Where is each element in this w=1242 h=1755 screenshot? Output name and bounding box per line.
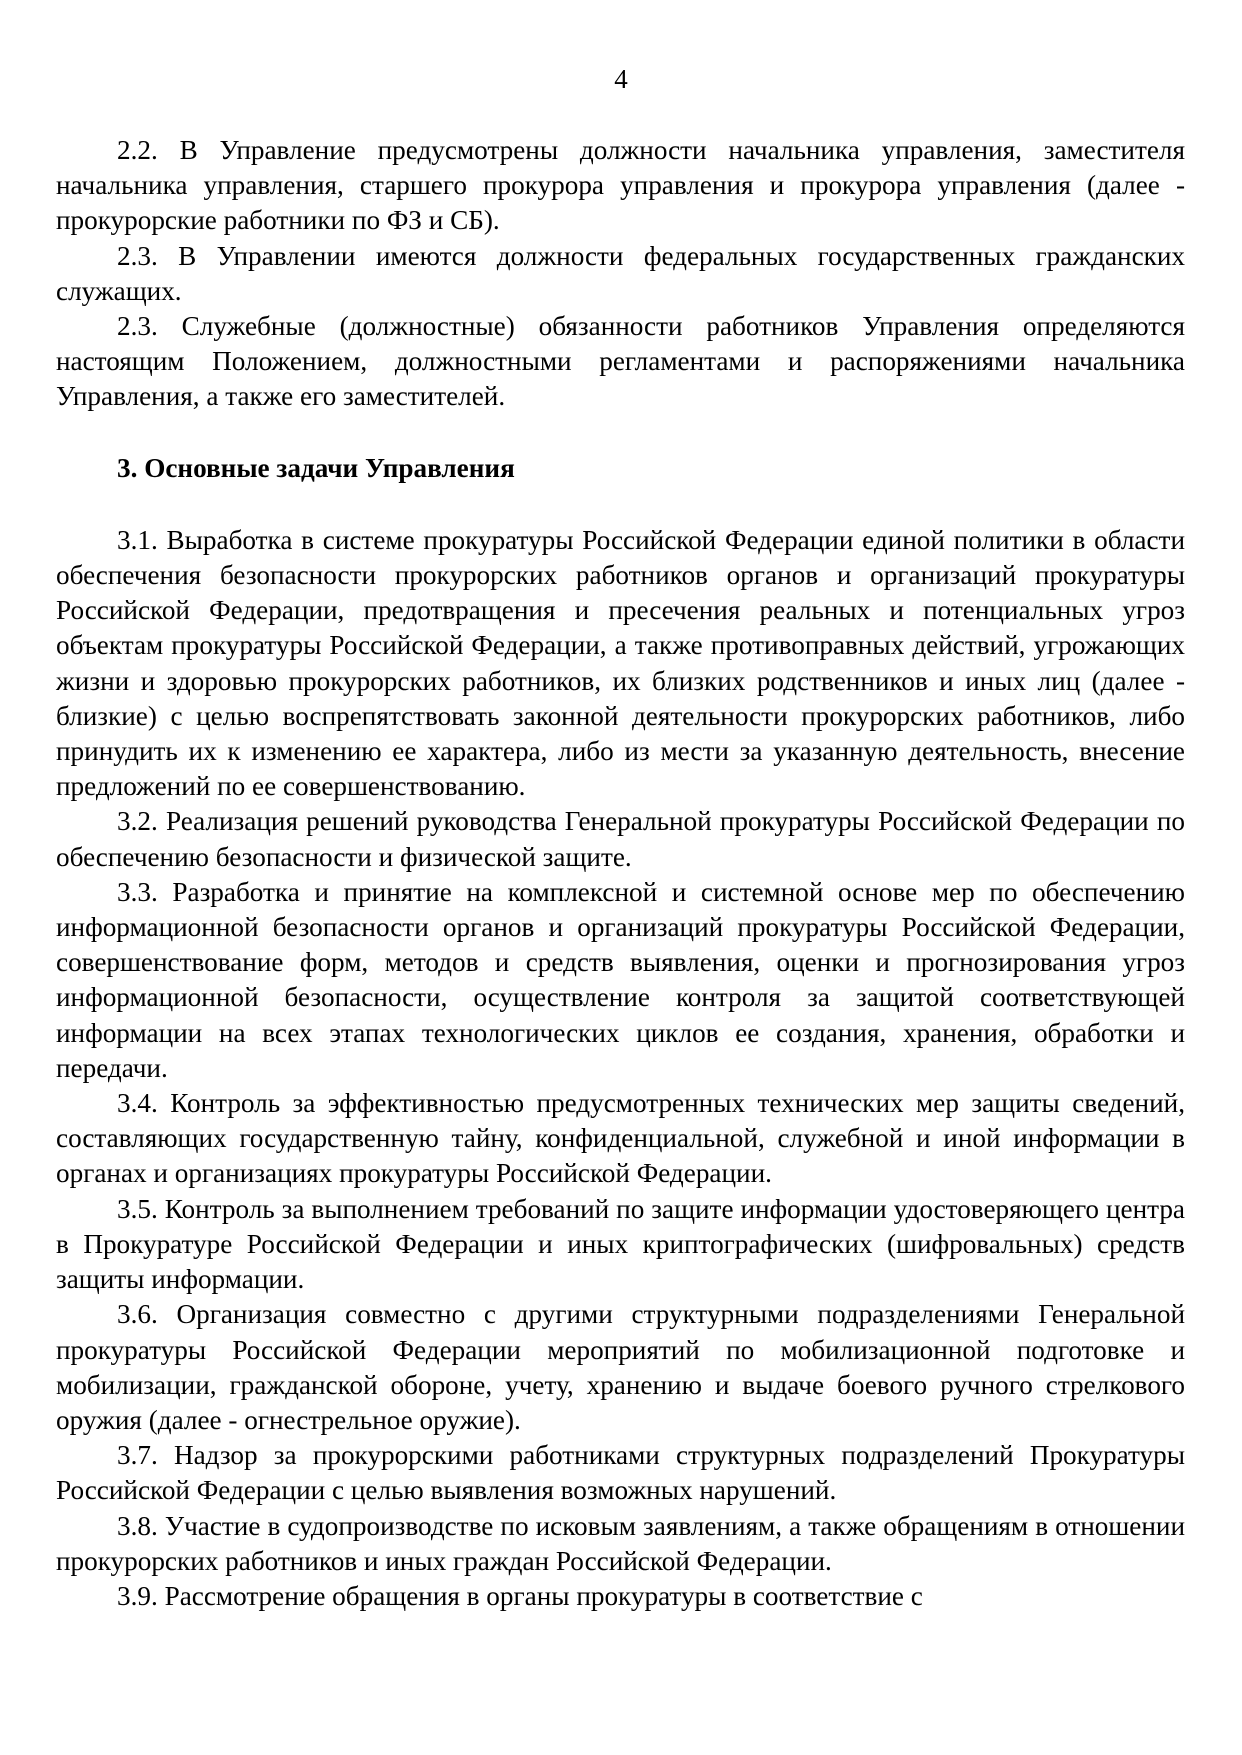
paragraph-2-3-b: 2.3. Служебные (должностные) обязанности работников Управления определяются настоящим Положением, должностными регламентами и распоряжениями начальника Управления, а также его заместителей. [56,311,1185,412]
heading-spacer-below [56,486,1185,523]
paragraph-3-9: 3.9. Рассмотрение обращения в органы прокуратуры в соответствие с [117,1580,923,1611]
paragraph-3-1: 3.1. Выработка в системе прокуратуры Российской Федерации единой политики в области обеспечения безопасности прокурорских работников органов и организаций прокуратуры Российской Федерации, предотвращения и пресечения реальных и потенциальных угроз объектам прокуратуры Российской Федерации, а также противоправных действий, угрожающих жизни и здоровью прокурорских работников, их близких родственников и иных лиц (далее - близкие) с целью воспрепятствовать законной деятельности прокурорских работников, либо принудить их к изменению ее характера, либо из мести за указанную деятельность, внесение предложений по ее совершенствованию. [56,524,1185,802]
paragraph-2-3-a: 2.3. В Управлении имеются должности федеральных государственных гражданских служащих. [56,240,1185,306]
document-body [56,133,1185,1614]
page-number: 4 [614,64,628,94]
paragraph-3-7: 3.7. Надзор за прокурорскими работниками структурных подразделений Прокуратуры Российской Федерации с целью выявления возможных нарушений. [56,1440,1185,1506]
heading-spacer-above [56,415,1185,451]
paragraph-3-5: 3.5. Контроль за выполнением требований по защите информации удостоверяющего центра в Прокуратуре Российской Федерации и иных криптографических (шифровальных) средств защиты информации. [56,1193,1185,1295]
paragraph-2-2: 2.2. В Управление предусмотрены должности начальника управления, заместителя начальника управления, старшего прокурора управления и прокурора управления (далее - прокурорские работники по ФЗ и СБ). [56,135,1185,236]
paragraph-3-6: 3.6. Организация совместно с другими структурными подразделениями Генеральной прокуратуры Российской Федерации мероприятий по мобилизационной подготовке и мобилизации, гражданской обороне, учету, хранению и выдаче боевого ручного стрелкового оружия (далее - огнестрельное оружие). [56,1299,1185,1435]
paragraph-3-3: 3.3. Разработка и принятие на комплексной и системной основе мер по обеспечению информационной безопасности органов и организаций прокуратуры Российской Федерации, совершенствование форм, методов и средств выявления, оценки и прогнозирования угроз информационной безопасности, осуществление контроля за защитой соответствующей информации на всех этапах технологических циклов ее создания, хранения, обработки и передачи. [56,876,1185,1083]
paragraph-3-8: 3.8. Участие в судопроизводстве по исковым заявлениям, а также обращениям в отношении прокурорских работников и иных граждан Российской Федерации. [56,1510,1185,1576]
section-heading-3: 3. Основные задачи Управления [117,452,515,483]
paragraph-3-2: 3.2. Реализация решений руководства Генеральной прокуратуры Российской Федерации по обеспечению безопасности и физической защите. [56,806,1185,872]
paragraph-3-4: 3.4. Контроль за эффективностью предусмотренных технических мер защиты сведений, составляющих государственную тайну, конфиденциальной, служебной и иной информации в органах и организациях прокуратуры Российской Федерации. [56,1088,1185,1189]
